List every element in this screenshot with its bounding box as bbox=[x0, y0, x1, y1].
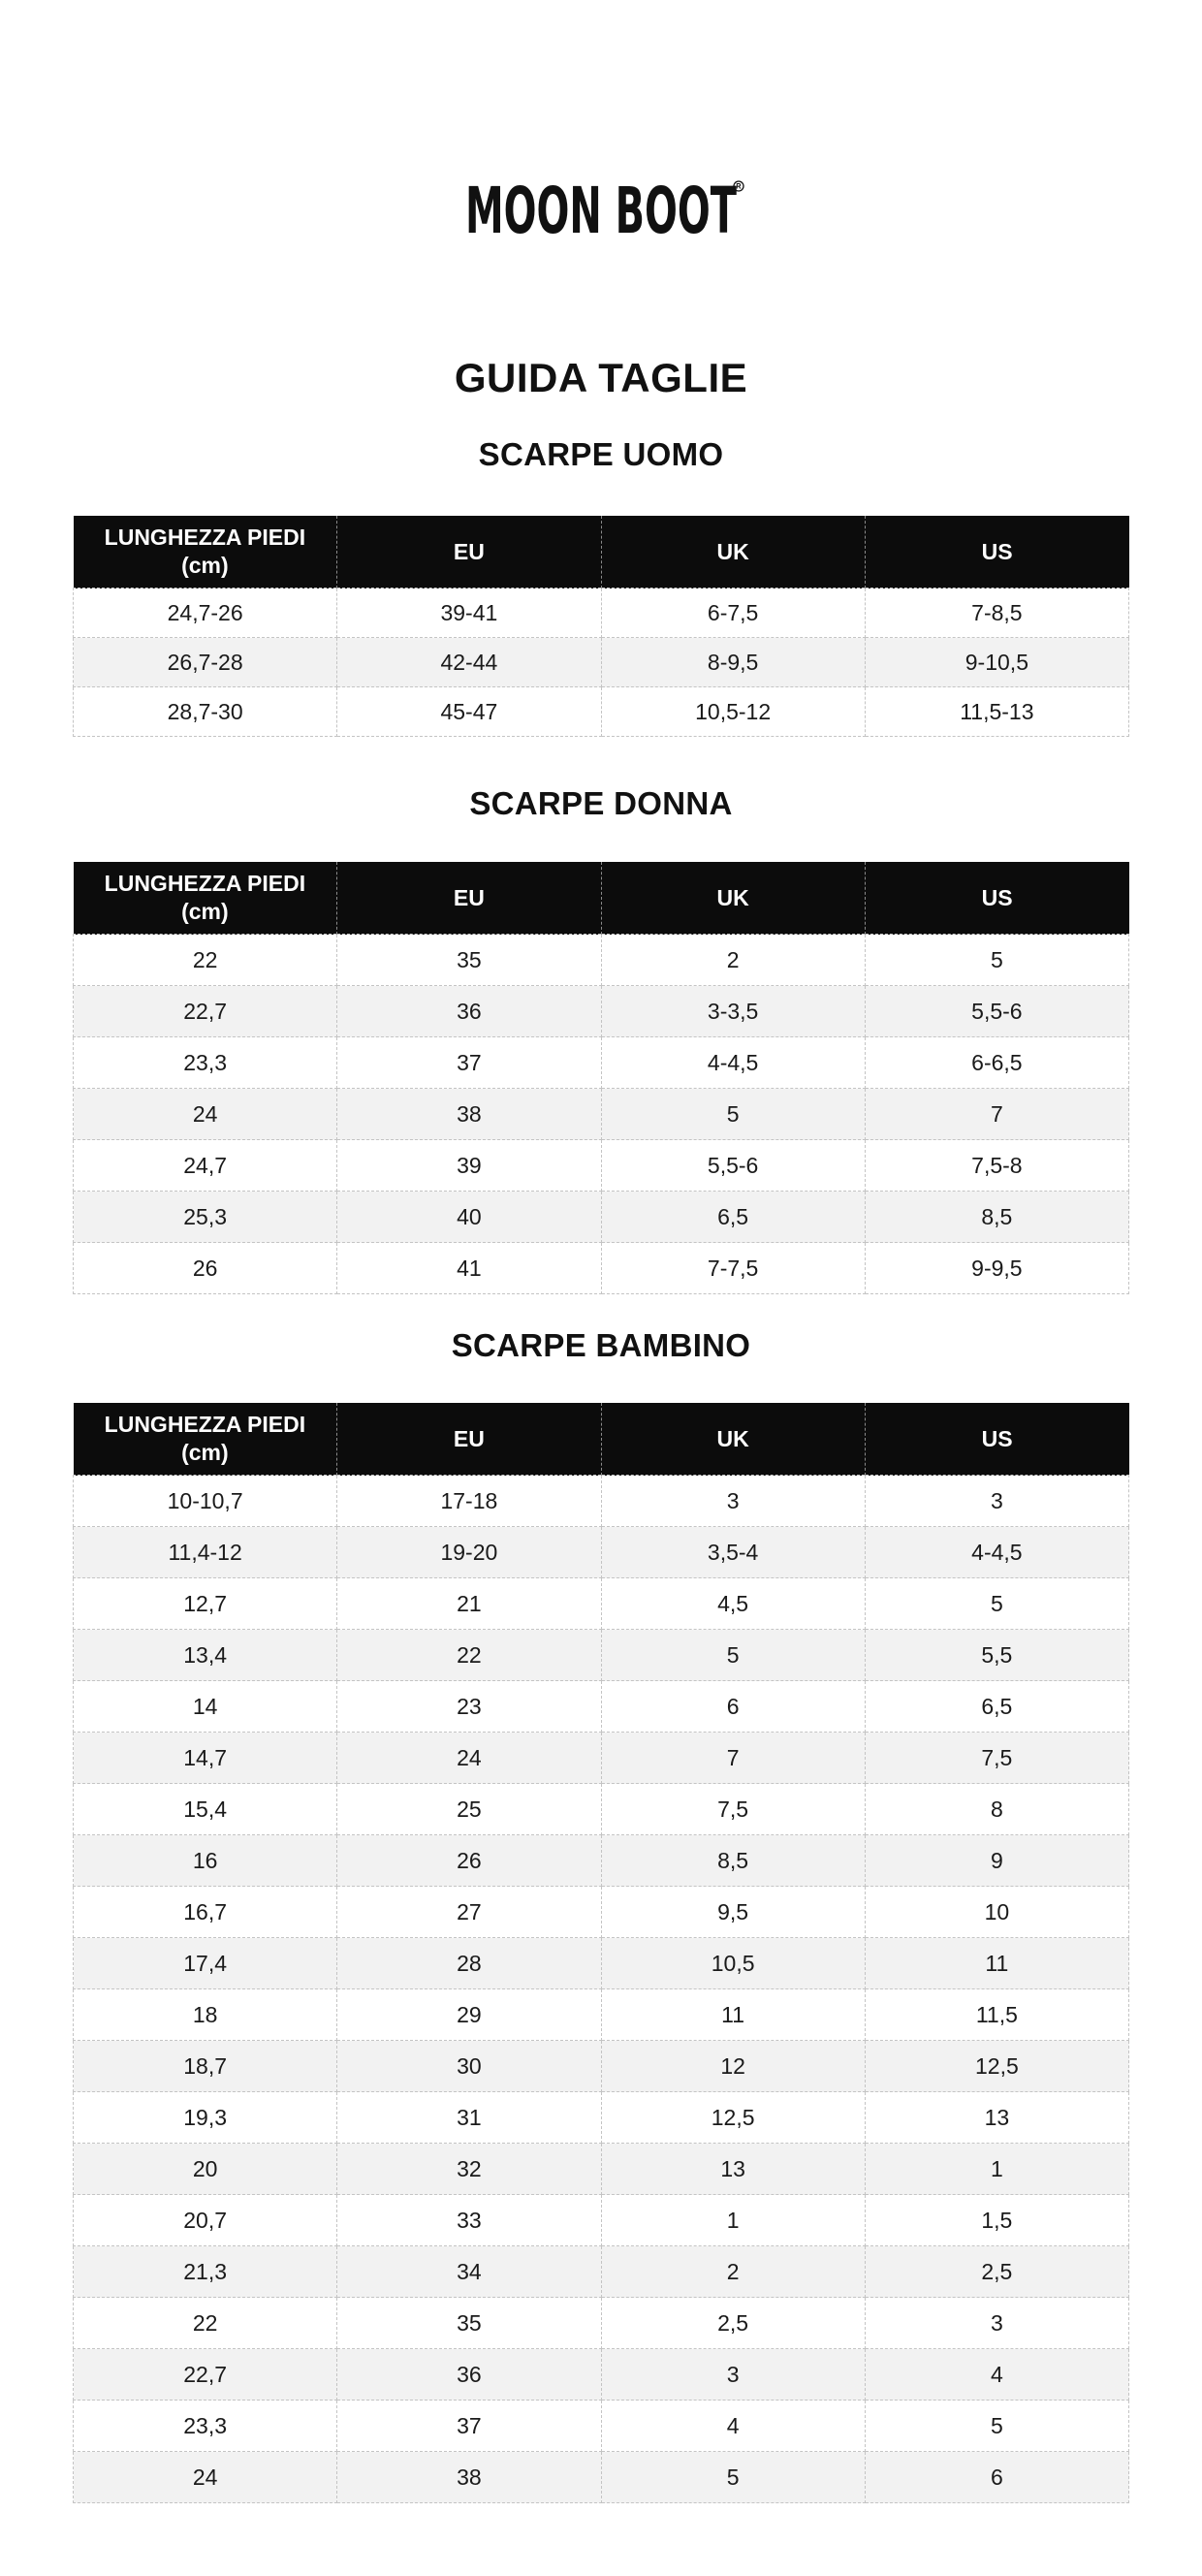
table-cell: 5 bbox=[601, 2452, 865, 2503]
table-cell: 16,7 bbox=[74, 1887, 337, 1938]
table-cell: 7 bbox=[865, 1089, 1128, 1140]
table-cell: 4,5 bbox=[601, 1578, 865, 1630]
table-cell: 8 bbox=[865, 1784, 1128, 1835]
table-cell: 33 bbox=[337, 2195, 601, 2246]
table-cell: 9-10,5 bbox=[865, 638, 1128, 687]
column-header: US bbox=[865, 1403, 1128, 1476]
table-row bbox=[74, 1037, 1129, 1089]
table-cell: 3 bbox=[865, 1476, 1128, 1527]
table-row bbox=[74, 986, 1129, 1037]
table-cell: 7,5-8 bbox=[865, 1140, 1128, 1192]
table-row bbox=[74, 2246, 1129, 2298]
column-header: LUNGHEZZA PIEDI (cm) bbox=[74, 516, 337, 588]
table-cell: 5 bbox=[601, 1089, 865, 1140]
table-row bbox=[74, 1784, 1129, 1835]
table-cell: 24 bbox=[337, 1733, 601, 1784]
section-title-men: SCARPE UOMO bbox=[478, 436, 724, 472]
table-row bbox=[74, 1835, 1129, 1887]
table-cell: 39 bbox=[337, 1140, 601, 1192]
table-cell: 28 bbox=[337, 1938, 601, 1989]
table-row bbox=[74, 638, 1129, 687]
table-cell: 1,5 bbox=[865, 2195, 1128, 2246]
table-cell: 24 bbox=[74, 1089, 337, 1140]
table-cell: 22 bbox=[74, 935, 337, 986]
table-header-row bbox=[74, 516, 1129, 588]
table-cell: 5 bbox=[601, 1630, 865, 1681]
table-cell: 5 bbox=[865, 935, 1128, 986]
table-cell: 19,3 bbox=[74, 2092, 337, 2144]
table-cell: 8,5 bbox=[601, 1835, 865, 1887]
table-cell: 19-20 bbox=[337, 1527, 601, 1578]
table-cell: 23 bbox=[337, 1681, 601, 1733]
table-cell: 42-44 bbox=[337, 638, 601, 687]
table-cell: 4 bbox=[865, 2349, 1128, 2401]
table-cell: 35 bbox=[337, 935, 601, 986]
table-row bbox=[74, 1989, 1129, 2041]
column-header: LUNGHEZZA PIEDI (cm) bbox=[74, 862, 337, 935]
table-cell: 32 bbox=[337, 2144, 601, 2195]
column-header: UK bbox=[601, 1403, 865, 1476]
table-cell: 20,7 bbox=[74, 2195, 337, 2246]
table-cell: 2 bbox=[601, 935, 865, 986]
table-cell: 29 bbox=[337, 1989, 601, 2041]
table-row bbox=[74, 2041, 1129, 2092]
table-cell: 6-6,5 bbox=[865, 1037, 1128, 1089]
table-row bbox=[74, 1733, 1129, 1784]
table-cell: 1 bbox=[601, 2195, 865, 2246]
table-cell: 3 bbox=[601, 1476, 865, 1527]
page-title: GUIDA TAGLIE bbox=[454, 355, 748, 400]
table-cell: 7,5 bbox=[865, 1733, 1128, 1784]
table-cell: 9-9,5 bbox=[865, 1243, 1128, 1294]
table-row bbox=[74, 1089, 1129, 1140]
table-cell: 17,4 bbox=[74, 1938, 337, 1989]
table-row bbox=[74, 1476, 1129, 1527]
section-title-kids: SCARPE BAMBINO bbox=[451, 1327, 751, 1363]
size-table-kids bbox=[73, 1403, 1129, 2503]
table-cell: 9,5 bbox=[601, 1887, 865, 1938]
table-cell: 2,5 bbox=[865, 2246, 1128, 2298]
table-cell: 10-10,7 bbox=[74, 1476, 337, 1527]
table-cell: 28,7-30 bbox=[74, 687, 337, 737]
column-header: EU bbox=[337, 516, 601, 588]
table-cell: 14,7 bbox=[74, 1733, 337, 1784]
table-cell: 6,5 bbox=[865, 1681, 1128, 1733]
table-row bbox=[74, 2452, 1129, 2503]
table-row bbox=[74, 687, 1129, 737]
table-cell: 37 bbox=[337, 2401, 601, 2452]
table-row bbox=[74, 588, 1129, 638]
column-header: LUNGHEZZA PIEDI (cm) bbox=[74, 1403, 337, 1476]
table-cell: 14 bbox=[74, 1681, 337, 1733]
table-cell: 24,7 bbox=[74, 1140, 337, 1192]
table-cell: 34 bbox=[337, 2246, 601, 2298]
table-cell: 13,4 bbox=[74, 1630, 337, 1681]
table-cell: 36 bbox=[337, 986, 601, 1037]
table-cell: 23,3 bbox=[74, 1037, 337, 1089]
table-cell: 22 bbox=[74, 2298, 337, 2349]
column-header: UK bbox=[601, 516, 865, 588]
table-cell: 8,5 bbox=[865, 1192, 1128, 1243]
table-header-row bbox=[74, 862, 1129, 935]
table-cell: 7-8,5 bbox=[865, 588, 1128, 638]
size-table-women bbox=[73, 862, 1129, 1294]
table-cell: 1 bbox=[865, 2144, 1128, 2195]
table-cell: 4-4,5 bbox=[601, 1037, 865, 1089]
table-cell: 16 bbox=[74, 1835, 337, 1887]
table-cell: 22,7 bbox=[74, 986, 337, 1037]
table-cell: 3 bbox=[865, 2298, 1128, 2349]
table-cell: 30 bbox=[337, 2041, 601, 2092]
table-cell: 12,7 bbox=[74, 1578, 337, 1630]
table-cell: 5,5-6 bbox=[865, 986, 1128, 1037]
table-cell: 31 bbox=[337, 2092, 601, 2144]
table-cell: 5 bbox=[865, 1578, 1128, 1630]
table-row bbox=[74, 1527, 1129, 1578]
table-cell: 13 bbox=[601, 2144, 865, 2195]
table-row bbox=[74, 1192, 1129, 1243]
brand-logo bbox=[0, 173, 1202, 250]
table-cell: 25,3 bbox=[74, 1192, 337, 1243]
table-cell: 41 bbox=[337, 1243, 601, 1294]
size-table-men bbox=[73, 516, 1129, 737]
table-cell: 2 bbox=[601, 2246, 865, 2298]
table-cell: 40 bbox=[337, 1192, 601, 1243]
table-cell: 45-47 bbox=[337, 687, 601, 737]
table-row bbox=[74, 2144, 1129, 2195]
table-row bbox=[74, 2195, 1129, 2246]
table-row bbox=[74, 1630, 1129, 1681]
table-cell: 7 bbox=[601, 1733, 865, 1784]
table-cell: 26,7-28 bbox=[74, 638, 337, 687]
table-cell: 17-18 bbox=[337, 1476, 601, 1527]
table-cell: 11 bbox=[601, 1989, 865, 2041]
table-cell: 18 bbox=[74, 1989, 337, 2041]
table-cell: 18,7 bbox=[74, 2041, 337, 2092]
table-cell: 3 bbox=[601, 2349, 865, 2401]
table-row bbox=[74, 1578, 1129, 1630]
table-cell: 25 bbox=[337, 1784, 601, 1835]
svg-text:MOON BOOT: MOON BOOT bbox=[465, 174, 737, 248]
table-cell: 26 bbox=[74, 1243, 337, 1294]
table-cell: 27 bbox=[337, 1887, 601, 1938]
table-row bbox=[74, 2298, 1129, 2349]
table-cell: 38 bbox=[337, 2452, 601, 2503]
table-cell: 10 bbox=[865, 1887, 1128, 1938]
moon-boot-logo-icon bbox=[456, 173, 746, 250]
table-cell: 11 bbox=[865, 1938, 1128, 1989]
table-cell: 23,3 bbox=[74, 2401, 337, 2452]
table-cell: 11,4-12 bbox=[74, 1527, 337, 1578]
table-cell: 6 bbox=[865, 2452, 1128, 2503]
table-cell: 15,4 bbox=[74, 1784, 337, 1835]
table-cell: 13 bbox=[865, 2092, 1128, 2144]
table-cell: 7-7,5 bbox=[601, 1243, 865, 1294]
table-cell: 7,5 bbox=[601, 1784, 865, 1835]
table-cell: 39-41 bbox=[337, 588, 601, 638]
table-cell: 5 bbox=[865, 2401, 1128, 2452]
table-cell: 2,5 bbox=[601, 2298, 865, 2349]
table-cell: 37 bbox=[337, 1037, 601, 1089]
table-row bbox=[74, 2092, 1129, 2144]
table-cell: 24,7-26 bbox=[74, 588, 337, 638]
table-row bbox=[74, 1938, 1129, 1989]
table-cell: 22,7 bbox=[74, 2349, 337, 2401]
table-cell: 6 bbox=[601, 1681, 865, 1733]
table-row bbox=[74, 1681, 1129, 1733]
table-cell: 4-4,5 bbox=[865, 1527, 1128, 1578]
table-row bbox=[74, 1887, 1129, 1938]
table-cell: 38 bbox=[337, 1089, 601, 1140]
column-header: EU bbox=[337, 1403, 601, 1476]
table-cell: 21 bbox=[337, 1578, 601, 1630]
table-cell: 26 bbox=[337, 1835, 601, 1887]
table-cell: 5,5 bbox=[865, 1630, 1128, 1681]
table-row bbox=[74, 935, 1129, 986]
table-cell: 24 bbox=[74, 2452, 337, 2503]
table-cell: 10,5-12 bbox=[601, 687, 865, 737]
table-cell: 22 bbox=[337, 1630, 601, 1681]
table-row bbox=[74, 1140, 1129, 1192]
table-cell: 10,5 bbox=[601, 1938, 865, 1989]
table-cell: 20 bbox=[74, 2144, 337, 2195]
table-cell: 21,3 bbox=[74, 2246, 337, 2298]
table-cell: 11,5 bbox=[865, 1989, 1128, 2041]
table-cell: 6-7,5 bbox=[601, 588, 865, 638]
table-cell: 12 bbox=[601, 2041, 865, 2092]
table-cell: 36 bbox=[337, 2349, 601, 2401]
column-header: UK bbox=[601, 862, 865, 935]
section-title-women: SCARPE DONNA bbox=[469, 785, 733, 821]
column-header: US bbox=[865, 516, 1128, 588]
table-header-row bbox=[74, 1403, 1129, 1476]
table-cell: 12,5 bbox=[601, 2092, 865, 2144]
table-cell: 11,5-13 bbox=[865, 687, 1128, 737]
table-cell: 35 bbox=[337, 2298, 601, 2349]
table-row bbox=[74, 1243, 1129, 1294]
table-cell: 4 bbox=[601, 2401, 865, 2452]
table-cell: 8-9,5 bbox=[601, 638, 865, 687]
table-row bbox=[74, 2349, 1129, 2401]
table-cell: 6,5 bbox=[601, 1192, 865, 1243]
table-cell: 12,5 bbox=[865, 2041, 1128, 2092]
table-row bbox=[74, 2401, 1129, 2452]
column-header: US bbox=[865, 862, 1128, 935]
table-cell: 3-3,5 bbox=[601, 986, 865, 1037]
column-header: EU bbox=[337, 862, 601, 935]
table-cell: 3,5-4 bbox=[601, 1527, 865, 1578]
table-cell: 9 bbox=[865, 1835, 1128, 1887]
table-cell: 5,5-6 bbox=[601, 1140, 865, 1192]
